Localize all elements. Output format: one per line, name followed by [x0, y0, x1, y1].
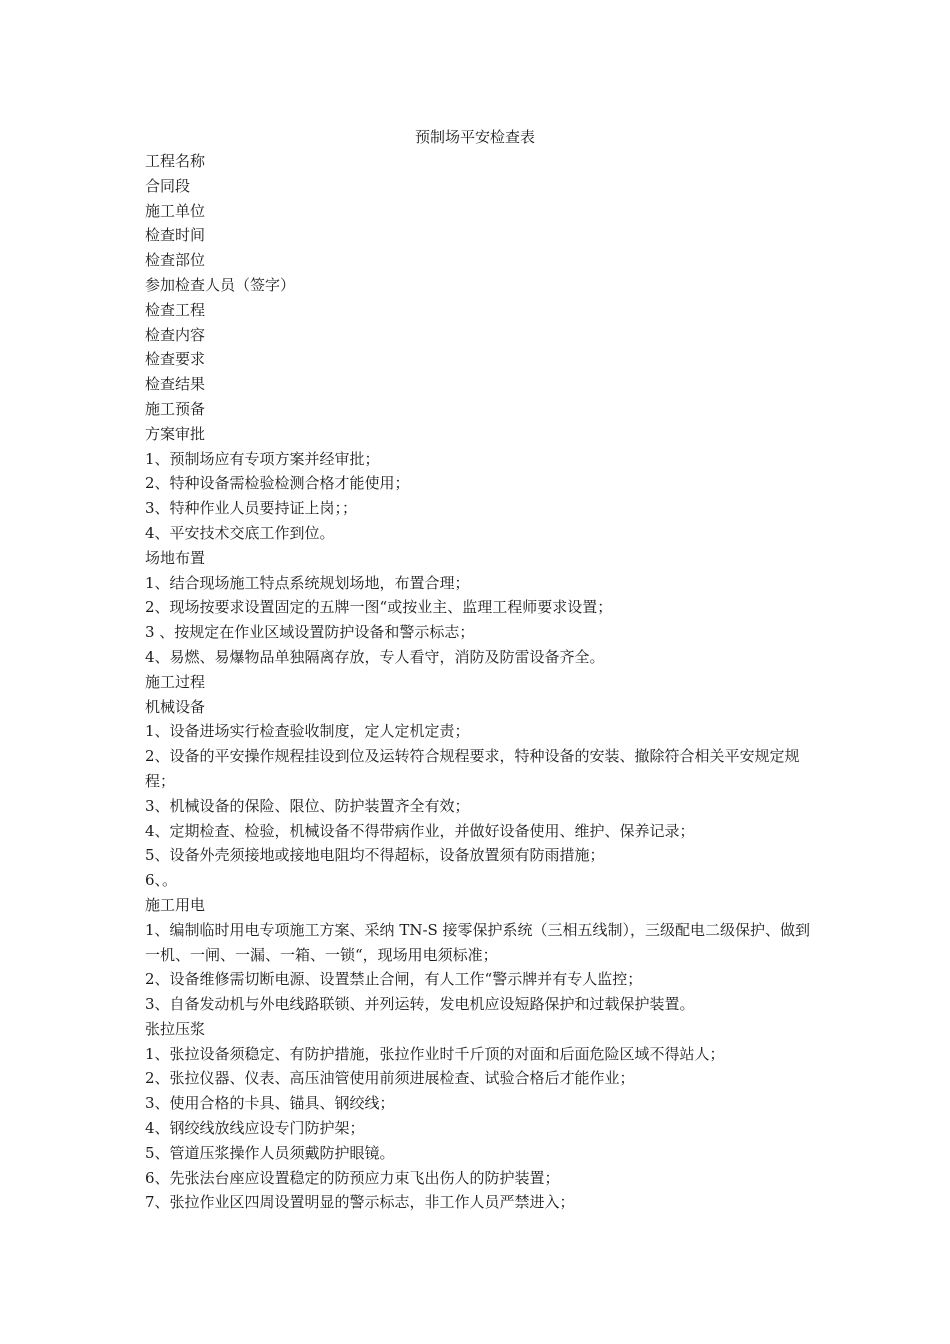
text-line: 检查工程 — [145, 300, 206, 319]
text-line: 合同段 — [145, 176, 191, 195]
text-line: 方案审批 — [145, 424, 206, 443]
text-line: 4、定期检查、检验，机械设备不得带病作业，并做好设备使用、维护、保养记录； — [145, 821, 695, 840]
text-line: 6、先张法台座应设置稳定的防预应力束飞出伤人的防护装置； — [145, 1168, 560, 1187]
text-line: 检查内容 — [145, 325, 206, 344]
text-line: 1、设备进场实行检查验收制度，定人定机定责； — [145, 722, 470, 741]
text-line: 7、张拉作业区四周设置明显的警示标志，非工作人员严禁进入； — [145, 1193, 575, 1212]
text-line: 3、特种作业人员要持证上岗；； — [145, 499, 358, 518]
text-line: 4、易燃、易爆物品单独隔离存放，专人看守，消防及防雷设备齐全。 — [145, 647, 605, 666]
text-line: 检查部位 — [145, 251, 206, 270]
text-line: 3、机械设备的保险、限位、防护装置齐全有效； — [145, 796, 470, 815]
text-line: 检查要求 — [145, 350, 206, 369]
text-line: 张拉压浆 — [145, 1019, 206, 1038]
text-line: 3、自备发动机与外电线路联锁、并列运转，发电机应设短路保护和过载保护装置。 — [145, 995, 695, 1014]
text-line: 3、使用合格的卡具、锚具、钢绞线； — [145, 1094, 395, 1113]
text-line: 参加检查人员（签字） — [145, 275, 296, 294]
text-line: 机械设备 — [145, 697, 206, 716]
document-body — [145, 149, 815, 1215]
text-line: 施工单位 — [145, 201, 206, 220]
text-line: 5、设备外壳须接地或接地电阻均不得超标，设备放置须有防雨措施； — [145, 846, 605, 865]
text-line: 工程名称 — [145, 152, 206, 170]
text-line: 施工用电 — [145, 895, 206, 914]
text-line: 2、特种设备需检验检测合格才能使用； — [145, 474, 410, 493]
text-line: 1、编制临时用电专项施工方案、采纳 TN-S 接零保护系统（三相五线制），三级配电二级保护、做到一机、一闸、一漏、一箱、一锁“，现场用电须标准； — [145, 920, 811, 964]
text-line: 2、设备的平安操作规程挂设到位及运转符合规程要求，特种设备的安装、撤除符合相关平安规定规程； — [145, 747, 800, 790]
text-line: 4、钢绞线放线应设专门防护架； — [145, 1119, 365, 1138]
text-line: 1、预制场应有专项方案并经审批； — [145, 449, 380, 468]
text-line: 6、。 — [145, 871, 178, 890]
text-line: 施工过程 — [145, 672, 206, 691]
text-line: 2、设备维修需切断电源、设置禁止合闸，有人工作“警示牌并有专人监控； — [145, 970, 643, 989]
document-title: 预制场平安检查表 — [414, 128, 535, 146]
text-line: 1、张拉设备须稳定、有防护措施，张拉作业时千斤顶的对面和后面危险区域不得站人； — [145, 1044, 725, 1063]
text-line: 检查时间 — [145, 226, 206, 245]
text-line: 5、管道压浆操作人员须戴防护眼镜。 — [145, 1143, 395, 1162]
text-line: 检查结果 — [145, 375, 206, 394]
text-line: 施工预备 — [145, 399, 206, 418]
text-line: 4、平安技术交底工作到位。 — [145, 523, 335, 542]
text-line: 2、张拉仪器、仪表、高压油管使用前须进展检查、试验合格后才能作业； — [145, 1069, 635, 1088]
text-line: 2、现场按要求设置固定的五牌一图“或按业主、监理工程师要求设置； — [145, 598, 613, 617]
text-line: 3 、按规定在作业区域设置防护设备和警示标志； — [145, 623, 475, 642]
text-line: 1、结合现场施工特点系统规划场地，布置合理； — [145, 573, 470, 592]
text-line: 场地布置 — [145, 548, 206, 567]
